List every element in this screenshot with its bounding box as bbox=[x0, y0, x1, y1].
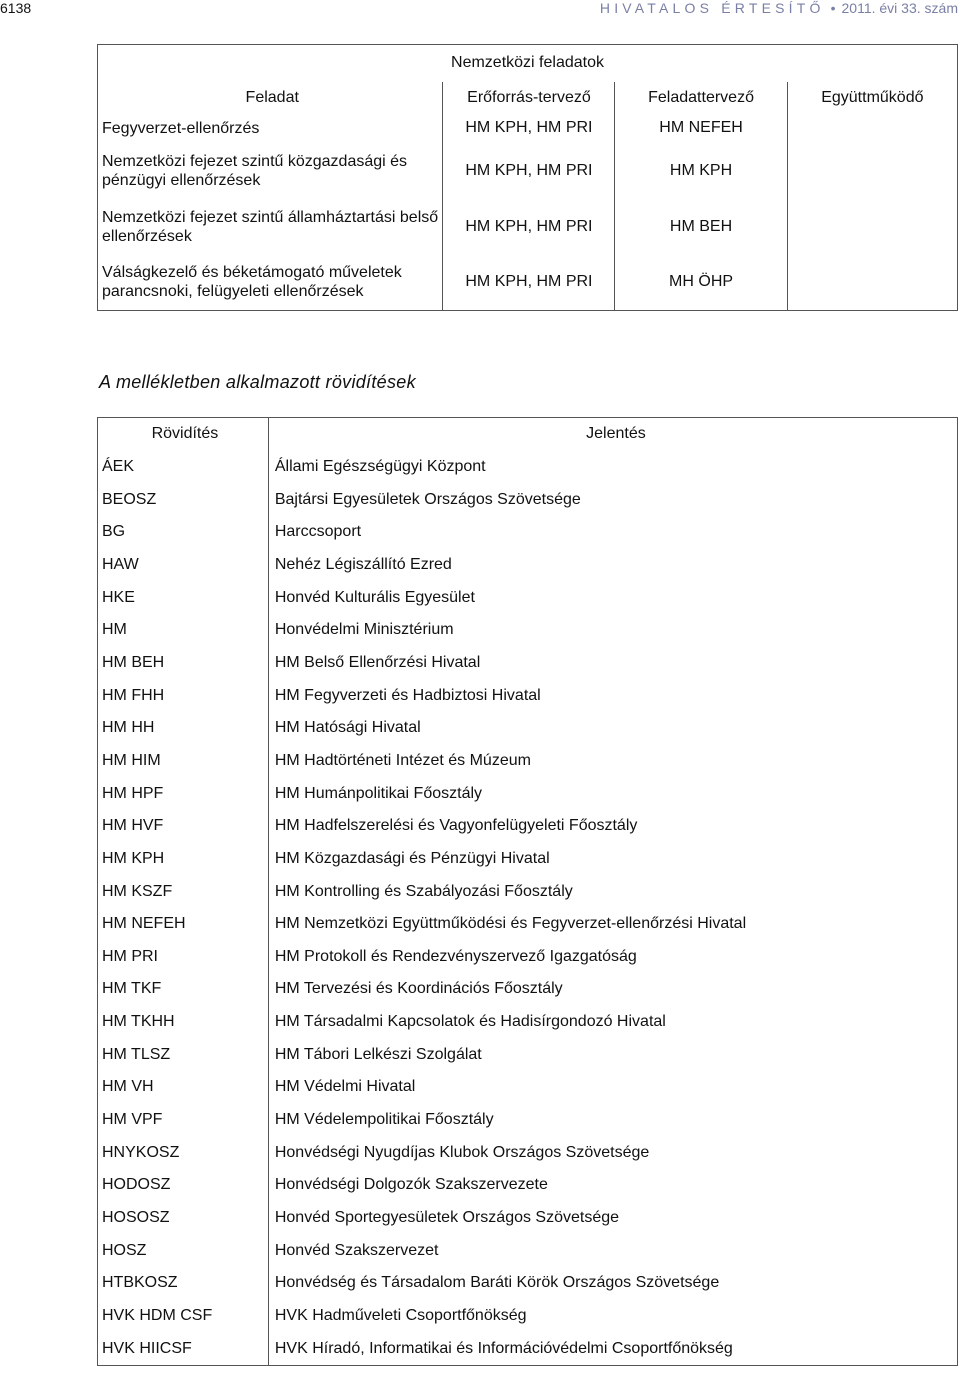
meaning-cell: HM Fegyverzeti és Hadbiztosi Hivatal bbox=[268, 679, 957, 712]
journal-title: HIVATALOS ÉRTESÍTŐ bbox=[599, 0, 825, 16]
table-row bbox=[98, 516, 958, 549]
abbreviation-cell: HAW bbox=[98, 549, 269, 582]
meaning-cell: Bajtársi Egyesületek Országos Szövetsége bbox=[268, 483, 957, 516]
abbreviations-table bbox=[97, 417, 958, 1366]
journal-info bbox=[600, 0, 958, 16]
coop-cell bbox=[787, 255, 957, 311]
resource-cell: HM KPH, HM PRI bbox=[443, 143, 615, 199]
table-row bbox=[98, 777, 958, 810]
meaning-cell: HM Belső Ellenőrzési Hivatal bbox=[268, 647, 957, 680]
abbreviation-cell: HNYKOSZ bbox=[98, 1136, 269, 1169]
resource-cell: HM KPH, HM PRI bbox=[443, 114, 615, 143]
meaning-cell: Honvéd Kulturális Egyesület bbox=[268, 581, 957, 614]
abbreviation-cell: HM HH bbox=[98, 712, 269, 745]
abbreviation-cell: HM KSZF bbox=[98, 875, 269, 908]
meaning-cell: HM Humánpolitikai Főosztály bbox=[268, 777, 957, 810]
abbreviation-cell: HOSZ bbox=[98, 1234, 269, 1267]
coop-cell bbox=[787, 114, 957, 143]
column-header-meaning: Jelentés bbox=[268, 418, 957, 451]
abbreviation-cell: BG bbox=[98, 516, 269, 549]
abbreviation-cell: HM TKF bbox=[98, 973, 269, 1006]
coop-cell bbox=[787, 199, 957, 255]
abbreviation-cell: BEOSZ bbox=[98, 483, 269, 516]
abbreviation-cell: HM VPF bbox=[98, 1104, 269, 1137]
meaning-cell: HM Tábori Lelkészi Szolgálat bbox=[268, 1038, 957, 1071]
abbreviation-cell: HKE bbox=[98, 581, 269, 614]
table-row bbox=[98, 745, 958, 778]
issue-label: 2011. évi 33. szám bbox=[841, 0, 958, 16]
table-row bbox=[98, 114, 958, 143]
table-row bbox=[98, 1038, 958, 1071]
abbreviation-cell: HM NEFEH bbox=[98, 908, 269, 941]
abbreviation-cell: HVK HIICSF bbox=[98, 1332, 269, 1365]
abbreviation-cell: HM HIM bbox=[98, 745, 269, 778]
abbreviations-body bbox=[98, 451, 958, 1366]
meaning-cell: HM Kontrolling és Szabályozási Főosztály bbox=[268, 875, 957, 908]
task-cell: Fegyverzet-ellenőrzés bbox=[98, 114, 443, 143]
abbreviation-cell: ÁEK bbox=[98, 451, 269, 484]
column-header: Erőforrás-tervező bbox=[443, 82, 615, 114]
meaning-cell: HM Társadalmi Kapcsolatok és Hadisírgondozó Hivatal bbox=[268, 1006, 957, 1039]
table-row bbox=[98, 1267, 958, 1300]
page-header bbox=[0, 0, 960, 20]
table-row bbox=[98, 1234, 958, 1267]
meaning-cell: Nehéz Légiszállító Ezred bbox=[268, 549, 957, 582]
table-row bbox=[98, 255, 958, 311]
column-header: Feladat bbox=[98, 82, 443, 114]
abbreviation-cell: HM FHH bbox=[98, 679, 269, 712]
task-cell: Válságkezelő és béketámogató műveletek parancsnoki, felügyeleti ellenőrzések bbox=[98, 255, 443, 311]
table-row bbox=[98, 1300, 958, 1333]
abbreviation-cell: HTBKOSZ bbox=[98, 1267, 269, 1300]
meaning-cell: HVK Híradó, Informatikai és Információvédelmi Csoportfőnökség bbox=[268, 1332, 957, 1365]
table-row bbox=[98, 810, 958, 843]
abbreviation-cell: HOSOSZ bbox=[98, 1202, 269, 1235]
meaning-cell: Honvédelmi Minisztérium bbox=[268, 614, 957, 647]
page-number: 6138 bbox=[0, 0, 32, 16]
planner-cell: HM KPH bbox=[615, 143, 787, 199]
table-row bbox=[98, 1332, 958, 1365]
meaning-cell: HM Védelmi Hivatal bbox=[268, 1071, 957, 1104]
abbreviation-cell: HM VH bbox=[98, 1071, 269, 1104]
meaning-cell: Állami Egészségügyi Központ bbox=[268, 451, 957, 484]
abbreviations-title: A mellékletben alkalmazott rövidítések bbox=[99, 372, 416, 392]
table-row bbox=[98, 941, 958, 974]
task-cell: Nemzetközi fejezet szintű államháztartási belső ellenőrzések bbox=[98, 199, 443, 255]
resource-cell: HM KPH, HM PRI bbox=[443, 255, 615, 311]
table-caption-row bbox=[98, 45, 958, 82]
meaning-cell: Honvédségi Dolgozók Szakszervezete bbox=[268, 1169, 957, 1202]
coop-cell bbox=[787, 143, 957, 199]
table-row bbox=[98, 1136, 958, 1169]
table-row bbox=[98, 199, 958, 255]
meaning-cell: Honvéd Sportegyesületek Országos Szövetsége bbox=[268, 1202, 957, 1235]
column-header: Feladattervező bbox=[615, 82, 787, 114]
meaning-cell: Honvédség és Társadalom Baráti Körök Országos Szövetsége bbox=[268, 1267, 957, 1300]
planner-cell: HM NEFEH bbox=[615, 114, 787, 143]
abbreviation-cell: HM HVF bbox=[98, 810, 269, 843]
abbreviation-cell: HM HPF bbox=[98, 777, 269, 810]
abbreviation-cell: HM PRI bbox=[98, 941, 269, 974]
meaning-cell: HM Hatósági Hivatal bbox=[268, 712, 957, 745]
abbreviation-cell: HM TLSZ bbox=[98, 1038, 269, 1071]
table-row bbox=[98, 483, 958, 516]
tasks-table bbox=[97, 44, 958, 311]
table-row bbox=[98, 143, 958, 199]
table-caption: Nemzetközi feladatok bbox=[98, 45, 958, 82]
meaning-cell: HM Védelempolitikai Főosztály bbox=[268, 1104, 957, 1137]
bullet-separator: • bbox=[830, 0, 836, 16]
table-row bbox=[98, 1104, 958, 1137]
table-row bbox=[98, 712, 958, 745]
meaning-cell: Honvédségi Nyugdíjas Klubok Országos Szövetsége bbox=[268, 1136, 957, 1169]
abbreviation-cell: HM bbox=[98, 614, 269, 647]
table-row bbox=[98, 908, 958, 941]
table-row bbox=[98, 679, 958, 712]
meaning-cell: HM Közgazdasági és Pénzügyi Hivatal bbox=[268, 843, 957, 876]
meaning-cell: Honvéd Szakszervezet bbox=[268, 1234, 957, 1267]
table-row bbox=[98, 581, 958, 614]
table-row bbox=[98, 1006, 958, 1039]
abbreviation-cell: HM BEH bbox=[98, 647, 269, 680]
abbreviation-cell: HM TKHH bbox=[98, 1006, 269, 1039]
table-row bbox=[98, 973, 958, 1006]
table-row bbox=[98, 1169, 958, 1202]
column-header-abbr: Rövidítés bbox=[98, 418, 269, 451]
meaning-cell: HM Hadfelszerelési és Vagyonfelügyeleti Főosztály bbox=[268, 810, 957, 843]
table-row bbox=[98, 875, 958, 908]
table-header-row bbox=[98, 418, 958, 451]
table-header-row bbox=[98, 82, 958, 114]
table-row bbox=[98, 1202, 958, 1235]
abbreviation-cell: HVK HDM CSF bbox=[98, 1300, 269, 1333]
meaning-cell: Harccsoport bbox=[268, 516, 957, 549]
abbreviation-cell: HM KPH bbox=[98, 843, 269, 876]
resource-cell: HM KPH, HM PRI bbox=[443, 199, 615, 255]
table-row bbox=[98, 549, 958, 582]
table-row bbox=[98, 451, 958, 484]
meaning-cell: HM Protokoll és Rendezvényszervező Igazgatóság bbox=[268, 941, 957, 974]
planner-cell: HM BEH bbox=[615, 199, 787, 255]
meaning-cell: HVK Hadműveleti Csoportfőnökség bbox=[268, 1300, 957, 1333]
task-cell: Nemzetközi fejezet szintű közgazdasági és pénzügyi ellenőrzések bbox=[98, 143, 443, 199]
column-header: Együttműködő bbox=[787, 82, 957, 114]
planner-cell: MH ÖHP bbox=[615, 255, 787, 311]
meaning-cell: HM Hadtörténeti Intézet és Múzeum bbox=[268, 745, 957, 778]
meaning-cell: HM Nemzetközi Együttműködési és Fegyverzet-ellenőrzési Hivatal bbox=[268, 908, 957, 941]
table-row bbox=[98, 843, 958, 876]
meaning-cell: HM Tervezési és Koordinációs Főosztály bbox=[268, 973, 957, 1006]
table-row bbox=[98, 647, 958, 680]
table-row bbox=[98, 1071, 958, 1104]
table-row bbox=[98, 614, 958, 647]
abbreviation-cell: HODOSZ bbox=[98, 1169, 269, 1202]
